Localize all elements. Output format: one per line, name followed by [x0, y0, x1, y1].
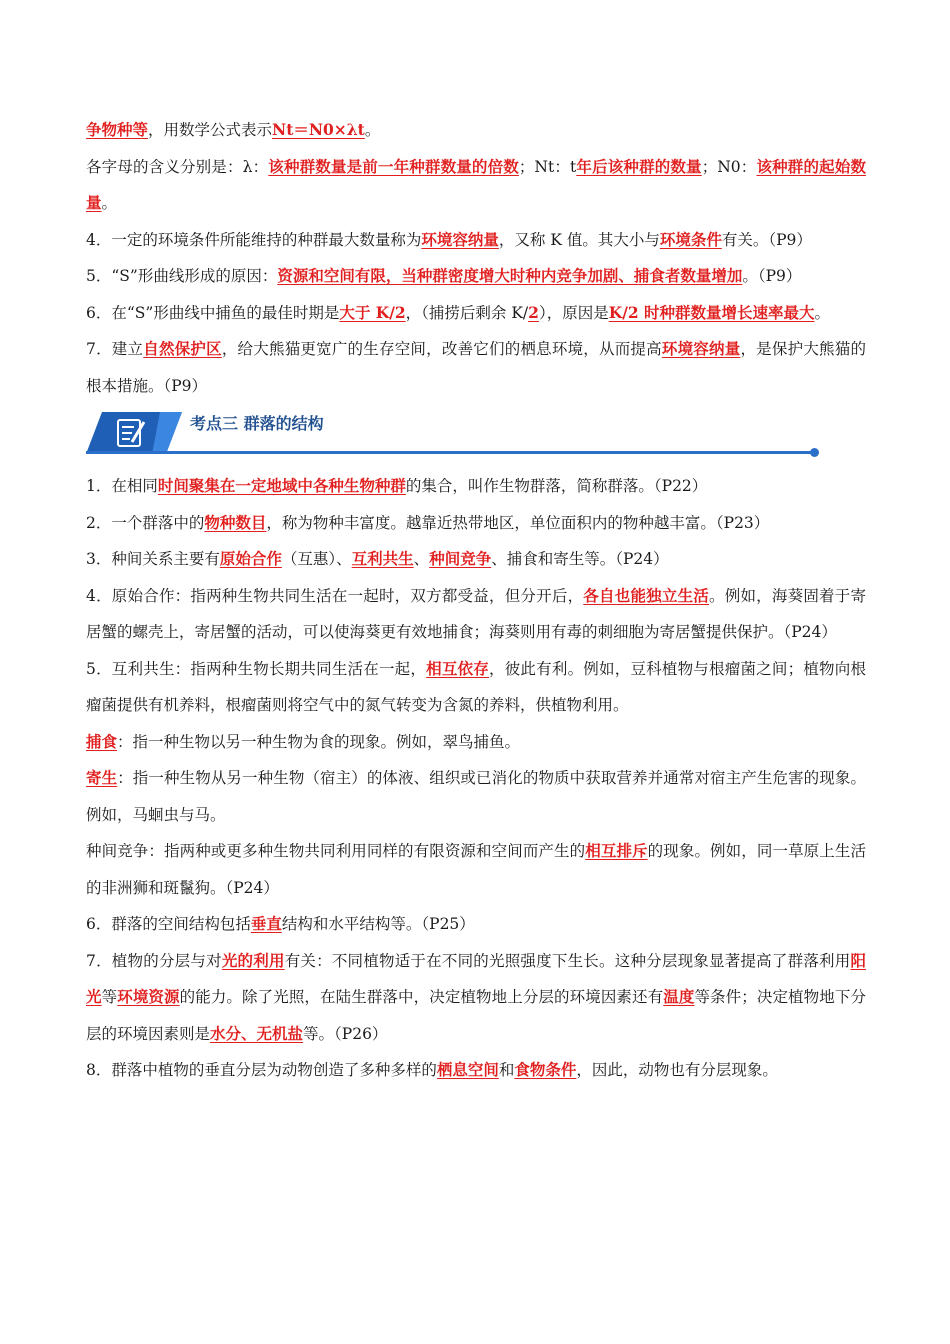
- body-text: 等。（P26）: [303, 1024, 388, 1043]
- body-text: 2．一个群落中的: [86, 513, 205, 532]
- list-item-7-stratification: [86, 943, 866, 1053]
- answer-text: 自然保护区: [143, 339, 222, 358]
- list-item-4-cooperation: [86, 578, 866, 651]
- list-item-6: [86, 295, 866, 332]
- list-item-8-animal-layers: [86, 1052, 866, 1089]
- body-text: ，又称 K 值。其大小与: [498, 230, 660, 249]
- body-text: 7．建立: [86, 340, 144, 358]
- paragraph-competition: [86, 833, 866, 906]
- paragraph-parasitism: [86, 760, 866, 833]
- answer-text: 互利共生: [351, 549, 414, 568]
- answer-text: K/2 时种群数量增长速率最大: [608, 302, 815, 322]
- body-text: 4．原始合作：指两种生物共同生活在一起时，双方都受益，但分开后，: [86, 586, 584, 605]
- answer-text: 水分、无机盐: [210, 1023, 304, 1043]
- body-text: ，彼此有利。例如，豆科植物与根瘤菌之间；植物向根瘤菌提供有机养料，根瘤菌则将空气中的氮气转变为含氮的养料，供植物利用。: [86, 659, 866, 714]
- body-text: 3．种间关系主要有: [86, 550, 220, 568]
- answer-text: 环境条件: [659, 229, 722, 249]
- body-text: 结构和水平结构等。（P25）: [281, 915, 475, 933]
- answer-text: 各自也能独立生活: [583, 585, 710, 605]
- body-text: ，（捕捞后剩余 K/: [405, 303, 529, 322]
- answer-text: 2: [528, 302, 539, 322]
- notepad-pencil-icon: [86, 410, 182, 454]
- answer-text: 环境容纳量: [421, 229, 499, 249]
- list-item-7: [86, 331, 866, 404]
- answer-text: 栖息空间: [436, 1060, 499, 1079]
- body-text: 、捕食和寄生等。（P24）: [491, 550, 669, 568]
- body-text: ，给大熊猫更宽广的生存空间，改善它们的栖息环境，从而提高: [221, 340, 662, 358]
- answer-text: 相互排斥: [585, 841, 648, 860]
- answer-text: 阳光: [86, 950, 866, 1006]
- body-text: 等条件；决定植物地下分层的环境因素则是: [86, 988, 866, 1043]
- list-item-5: [86, 258, 866, 295]
- body-text: ；N0：: [701, 157, 757, 176]
- body-text: ，因此，动物也有分层现象。: [576, 1061, 778, 1079]
- body-text: 5．互利共生：指两种生物长期共同生活在一起，: [86, 659, 427, 678]
- body-text: 1．在相同: [86, 477, 158, 495]
- divider-end-dot: [810, 448, 819, 457]
- body-text: ，是保护大熊猫的根本措施。（P9）: [86, 340, 866, 395]
- answer-text: 种间竞争: [429, 549, 492, 568]
- answer-text: 环境容纳量: [661, 339, 741, 358]
- body-text: （互惠）、: [281, 550, 352, 568]
- body-text: 的现象。例如，同一草原上生活的非洲狮和斑鬣狗。（P24）: [86, 842, 866, 897]
- answer-text: 光的利用: [221, 950, 285, 970]
- list-item-4: [86, 222, 866, 259]
- document-body: [86, 112, 866, 1089]
- list-item-5-mutualism: [86, 651, 866, 724]
- answer-text: 食物条件: [514, 1060, 577, 1079]
- body-text: ：指一种生物以另一种生物为食的现象。例如，翠鸟捕鱼。: [117, 732, 521, 751]
- paragraph-symbol-meaning: [86, 149, 866, 222]
- body-text: 种间竞争：指两种或更多种生物共同利用同样的有限资源和空间而产生的: [86, 842, 586, 860]
- body-text: 。: [814, 303, 831, 322]
- body-text: 。: [101, 194, 118, 212]
- answer-text: 环境资源: [117, 987, 180, 1006]
- answer-text: 温度: [663, 987, 695, 1006]
- body-text: 8．群落中植物的垂直分层为动物创造了多种多样的: [86, 1061, 437, 1079]
- body-text: ），原因是: [538, 303, 609, 322]
- body-text: 有关：不同植物适于在不同的光照强度下生长。这种分层现象显著提高了群落利用: [284, 951, 851, 970]
- body-text: 等: [101, 988, 118, 1006]
- body-text: 的集合，叫作生物群落，简称群落。（P22）: [405, 477, 708, 495]
- body-text: 、: [413, 550, 430, 568]
- answer-text: 时间聚集在一定地域中各种生物种群: [157, 476, 406, 495]
- answer-text: 争物种等: [86, 120, 149, 139]
- section-divider: [86, 451, 816, 454]
- list-item-1: [86, 468, 866, 505]
- body-text: 4．一定的环境条件所能维持的种群最大数量称为: [86, 230, 422, 249]
- formula: Nt＝N0×λt: [272, 120, 365, 139]
- body-text: ：指一种生物从另一种生物（宿主）的体液、组织或已消化的物质中获取营养并通常对宿主产生危害的现象。例如，马蛔虫与马。: [86, 769, 866, 824]
- section-header: [86, 408, 866, 458]
- body-text: ，用数学公式表示: [148, 121, 273, 139]
- paragraph-predation: [86, 724, 866, 761]
- list-item-3: [86, 541, 866, 578]
- answer-text: 大于 K/2: [339, 302, 406, 322]
- answer-text: 原始合作: [219, 549, 282, 568]
- answer-text: 寄生: [86, 768, 118, 787]
- answer-text: 捕食: [86, 731, 118, 751]
- list-item-6-structure: [86, 906, 866, 943]
- paragraph-formula: [86, 112, 866, 149]
- body-text: 各字母的含义分别是：λ：: [86, 157, 269, 176]
- answer-text: 该种群数量是前一年种群数量的倍数: [268, 156, 519, 176]
- body-text: 6．群落的空间结构包括: [86, 915, 251, 933]
- body-text: 5．“S”形曲线形成的原因：: [86, 267, 278, 285]
- body-text: 有关。（P9）: [721, 230, 812, 249]
- body-text: 。（P9）: [742, 267, 802, 285]
- body-text: 和: [498, 1061, 515, 1079]
- answer-text: 该种群的起始数量: [86, 156, 866, 212]
- body-text: ；Nt：t: [518, 157, 577, 176]
- body-text: 6．在“S”形曲线中捕鱼的最佳时期是: [86, 303, 340, 322]
- answer-text: 垂直: [250, 914, 282, 933]
- list-item-2: [86, 505, 866, 542]
- answer-text: 资源和空间有限，当种群密度增大时种内竞争加剧、捕食者数量增加: [277, 266, 743, 285]
- body-text: 。: [364, 121, 381, 139]
- answer-text: 相互依存: [426, 658, 489, 678]
- body-text: 的能力。除了光照，在陆生群落中，决定植物地上分层的环境因素还有: [179, 988, 664, 1006]
- body-text: 7．植物的分层与对: [86, 951, 222, 970]
- section-title: 考点三 群落的结构: [190, 414, 324, 433]
- body-text: 。例如，海葵固着于寄居蟹的螺壳上，寄居蟹的活动，可以使海葵更有效地捕食；海葵则用有毒的刺细胞为寄居蟹提供保护。（P24）: [86, 586, 866, 641]
- body-text: ，称为物种丰富度。越靠近热带地区，单位面积内的物种越丰富。（P23）: [266, 513, 770, 532]
- answer-text: 物种数目: [204, 512, 267, 532]
- answer-text: 年后该种群的数量: [576, 156, 702, 176]
